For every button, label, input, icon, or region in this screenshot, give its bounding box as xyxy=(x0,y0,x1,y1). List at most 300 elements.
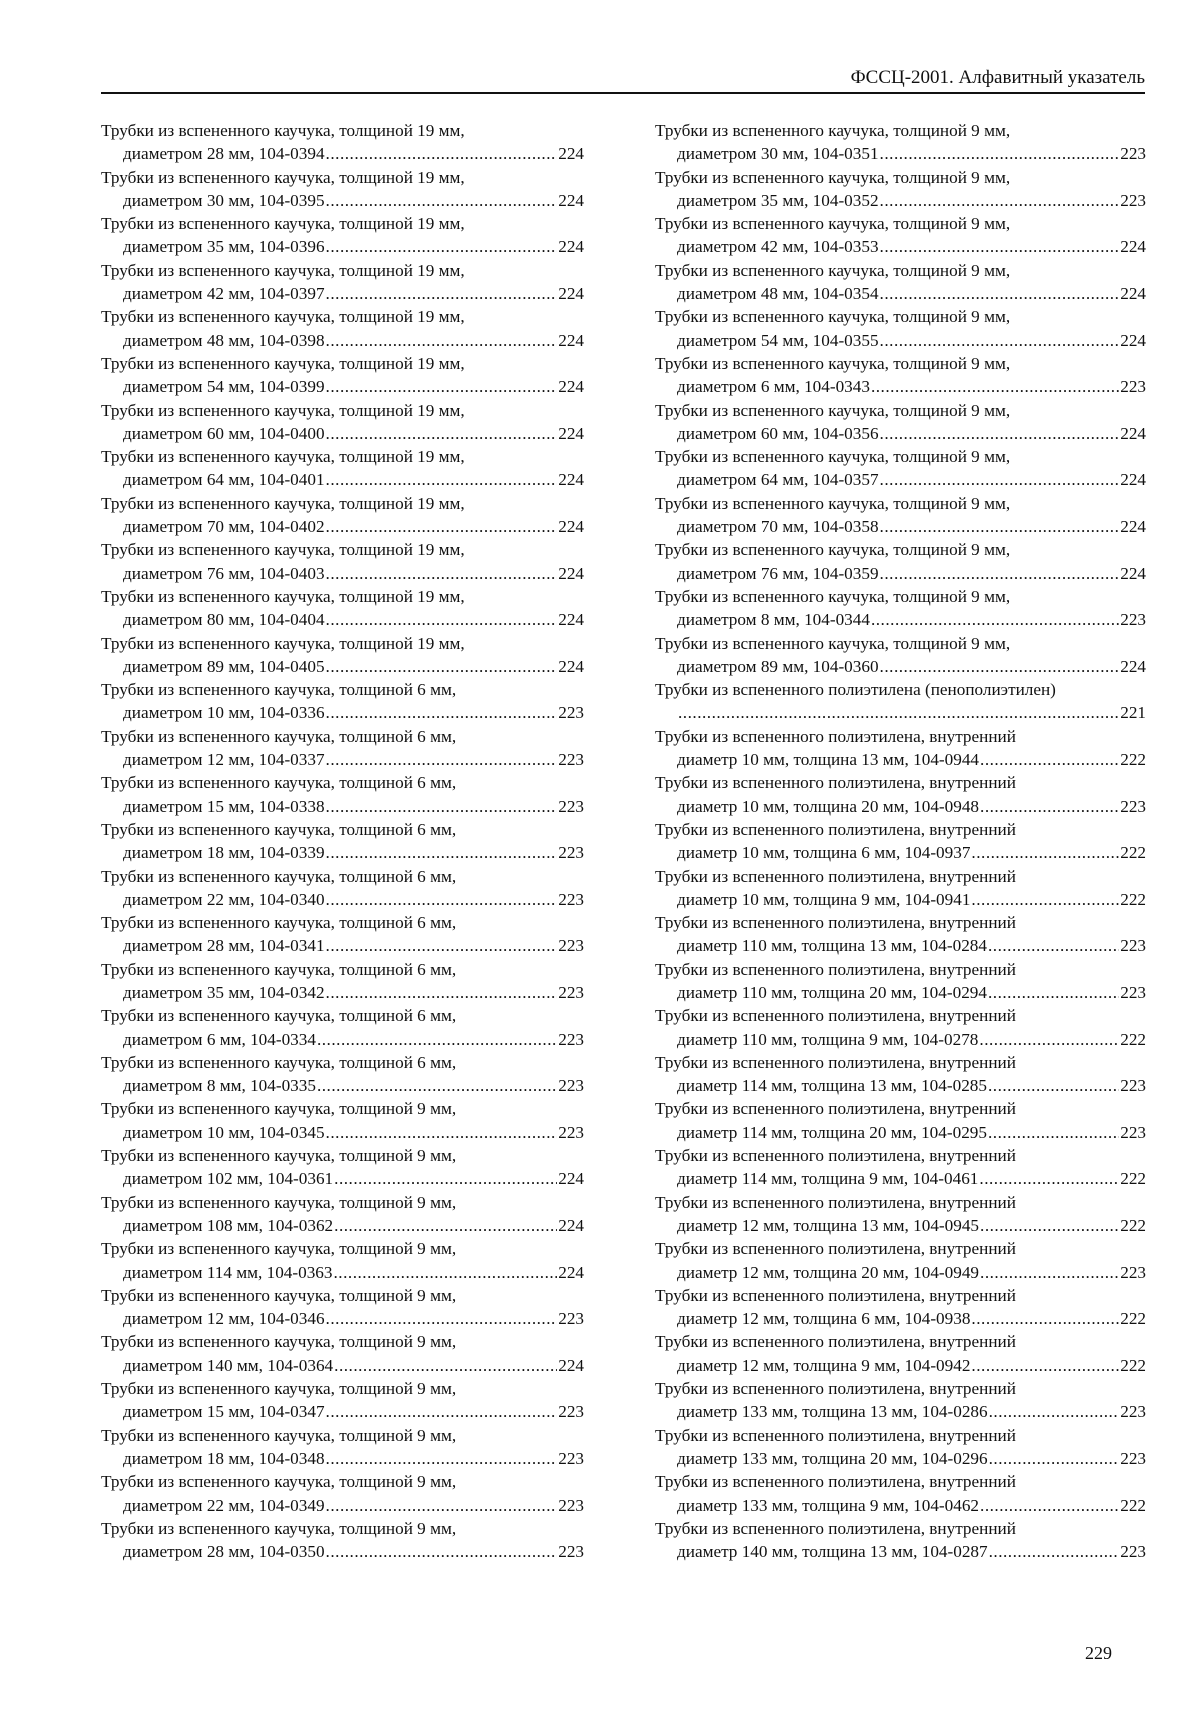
entry-detail-line xyxy=(101,562,584,585)
page-reference: 224 xyxy=(558,330,584,350)
entry-detail-line xyxy=(101,934,584,957)
entry-detail-line xyxy=(101,795,584,818)
dot-leader xyxy=(326,1307,558,1330)
entry-detail: диаметром 35 мм, 104-0342 xyxy=(123,982,325,1002)
dot-leader xyxy=(326,1121,558,1144)
page-reference: 224 xyxy=(558,284,584,304)
page-reference: 224 xyxy=(558,470,584,490)
entry-title: Трубки из вспененного каучука, толщиной 9 мм, xyxy=(655,307,1011,327)
entry-detail: диаметром 60 мм, 104-0356 xyxy=(677,423,879,443)
dot-leader xyxy=(880,562,1120,585)
dot-leader xyxy=(326,468,558,491)
index-entry xyxy=(655,1051,1146,1098)
entry-detail: диаметром 89 мм, 104-0405 xyxy=(123,656,325,676)
entry-title: Трубки из вспененного каучука, толщиной 19 мм, xyxy=(101,447,465,467)
entry-detail-line xyxy=(655,235,1146,258)
entry-detail-line xyxy=(655,189,1146,212)
entry-title: Трубки из вспененного каучука, толщиной 6 мм, xyxy=(101,1006,457,1026)
page-reference: 224 xyxy=(558,656,584,676)
dot-leader xyxy=(326,748,558,771)
dot-leader xyxy=(988,1121,1119,1144)
entry-detail-line xyxy=(101,235,584,258)
dot-leader xyxy=(326,701,558,724)
index-entry xyxy=(101,958,584,1005)
entry-title: Трубки из вспененного каучука, толщиной 9 мм, xyxy=(101,1239,457,1259)
dot-leader xyxy=(326,841,558,864)
entry-title: Трубки из вспененного каучука, толщиной 9 мм, xyxy=(101,1099,457,1119)
entry-detail: диаметром 114 мм, 104-0363 xyxy=(123,1262,333,1282)
page-reference: 224 xyxy=(558,190,584,210)
entry-detail: диаметр 110 мм, толщина 9 мм, 104-0278 xyxy=(677,1029,979,1049)
entry-title: Трубки из вспененного каучука, толщиной 9 мм, xyxy=(101,1425,457,1445)
page-reference: 223 xyxy=(558,982,584,1002)
entry-detail-line xyxy=(101,515,584,538)
index-entry xyxy=(655,585,1146,632)
entry-detail-line xyxy=(655,468,1146,491)
index-entry xyxy=(101,1284,584,1331)
entry-detail-line xyxy=(655,562,1146,585)
entry-detail: диаметром 48 мм, 104-0398 xyxy=(123,330,325,350)
entry-detail: диаметром 6 мм, 104-0343 xyxy=(677,377,870,397)
entry-detail-line xyxy=(655,142,1146,165)
entry-detail: диаметром 42 мм, 104-0353 xyxy=(677,237,879,257)
entry-detail-line xyxy=(101,1028,584,1051)
entry-detail-line xyxy=(655,375,1146,398)
index-entry xyxy=(655,1097,1146,1144)
index-entry xyxy=(655,865,1146,912)
page-reference: 223 xyxy=(1120,1122,1146,1142)
dot-leader xyxy=(880,142,1120,165)
entry-detail: диаметром 89 мм, 104-0360 xyxy=(677,656,879,676)
page-reference: 223 xyxy=(1120,377,1146,397)
entry-title: Трубки из вспененного полиэтилена, внутренний xyxy=(655,1285,1016,1305)
entry-title: Трубки из вспененного каучука, толщиной 6 мм, xyxy=(101,680,457,700)
entry-detail-line xyxy=(655,1354,1146,1377)
entry-detail: диаметр 12 мм, толщина 9 мм, 104-0942 xyxy=(677,1355,971,1375)
entry-detail: диаметр 10 мм, толщина 6 мм, 104-0937 xyxy=(677,843,971,863)
page-reference: 223 xyxy=(558,1122,584,1142)
index-entry xyxy=(101,632,584,679)
entry-title: Трубки из вспененного полиэтилена, внутренний xyxy=(655,1146,1016,1166)
entry-detail: диаметр 140 мм, толщина 13 мм, 104-0287 xyxy=(677,1542,988,1562)
index-entry xyxy=(655,1517,1146,1564)
entry-detail: диаметром 35 мм, 104-0352 xyxy=(677,190,879,210)
entry-detail: диаметр 12 мм, толщина 20 мм, 104-0949 xyxy=(677,1262,980,1282)
entry-title: Трубки из вспененного каучука, толщиной 6 мм, xyxy=(101,866,457,886)
entry-detail-line xyxy=(101,1214,584,1237)
entry-detail-line xyxy=(655,1494,1146,1517)
entry-detail: диаметр 110 мм, толщина 13 мм, 104-0284 xyxy=(677,936,987,956)
entry-detail: диаметром 22 мм, 104-0349 xyxy=(123,1495,325,1515)
dot-leader xyxy=(326,795,558,818)
entry-detail: диаметром 35 мм, 104-0396 xyxy=(123,237,325,257)
entry-detail-line xyxy=(655,1214,1146,1237)
dot-leader xyxy=(326,282,558,305)
dot-leader xyxy=(880,189,1120,212)
entry-detail: диаметр 12 мм, толщина 6 мм, 104-0938 xyxy=(677,1309,971,1329)
entry-title: Трубки из вспененного полиэтилена, внутренний xyxy=(655,1472,1016,1492)
entry-detail: диаметр 10 мм, толщина 20 мм, 104-0948 xyxy=(677,796,980,816)
entry-detail-line xyxy=(655,1307,1146,1330)
entry-title: Трубки из вспененного каучука, толщиной 9 мм, xyxy=(655,121,1011,140)
entry-detail: диаметр 10 мм, толщина 9 мм, 104-0941 xyxy=(677,889,971,909)
dot-leader xyxy=(317,1028,557,1051)
page-reference: 223 xyxy=(1120,190,1146,210)
running-header: ФССЦ-2001. Алфавитный указатель xyxy=(850,67,1145,88)
page-reference: 223 xyxy=(1120,982,1146,1002)
entry-detail-line xyxy=(655,1540,1146,1563)
page-reference: 224 xyxy=(558,1215,584,1235)
entry-detail: диаметр 12 мм, толщина 13 мм, 104-0945 xyxy=(677,1215,980,1235)
entry-title: Трубки из вспененного полиэтилена, внутренний xyxy=(655,913,1016,933)
page-reference: 223 xyxy=(1120,144,1146,164)
dot-leader xyxy=(334,1214,557,1237)
entry-detail-line xyxy=(655,655,1146,678)
index-entry xyxy=(655,632,1146,679)
entry-title: Трубки из вспененного каучука, толщиной 19 мм, xyxy=(101,586,465,606)
entry-title: Трубки из вспененного каучука, толщиной 9 мм, xyxy=(655,260,1011,280)
entry-title: Трубки из вспененного полиэтилена, внутренний xyxy=(655,1192,1016,1212)
entry-title: Трубки из вспененного полиэтилена, внутренний xyxy=(655,1099,1016,1119)
dot-leader xyxy=(334,1354,557,1377)
entry-detail: диаметром 28 мм, 104-0394 xyxy=(123,144,325,164)
index-entry xyxy=(101,352,584,399)
entry-detail-line xyxy=(655,888,1146,911)
entry-detail-line xyxy=(655,422,1146,445)
dot-leader xyxy=(980,1494,1119,1517)
page-reference: 224 xyxy=(1120,237,1146,257)
entry-title: Трубки из вспененного полиэтилена, внутренний xyxy=(655,1518,1016,1538)
index-entry xyxy=(655,212,1146,259)
page-reference: 221 xyxy=(1120,703,1146,723)
index-entry xyxy=(101,818,584,865)
entry-detail: диаметр 114 мм, толщина 13 мм, 104-0285 xyxy=(677,1076,987,1096)
entry-detail: диаметром 42 мм, 104-0397 xyxy=(123,284,325,304)
dot-leader xyxy=(326,1540,558,1563)
entry-detail-line xyxy=(101,282,584,305)
page-reference: 224 xyxy=(1120,330,1146,350)
dot-leader xyxy=(871,375,1119,398)
entry-title: Трубки из вспененного каучука, толщиной 19 мм, xyxy=(101,260,465,280)
entry-detail: диаметром 10 мм, 104-0336 xyxy=(123,703,325,723)
page-reference: 223 xyxy=(558,796,584,816)
entry-detail: диаметром 28 мм, 104-0350 xyxy=(123,1542,325,1562)
dot-leader xyxy=(334,1167,557,1190)
entry-detail-line xyxy=(101,888,584,911)
entry-detail: диаметром 54 мм, 104-0355 xyxy=(677,330,879,350)
entry-detail-line xyxy=(655,515,1146,538)
entry-detail: диаметр 114 мм, толщина 9 мм, 104-0461 xyxy=(677,1169,979,1189)
entry-detail-line xyxy=(655,701,1146,724)
dot-leader xyxy=(880,422,1120,445)
page-reference: 222 xyxy=(1120,1169,1146,1189)
entry-detail-line xyxy=(655,1261,1146,1284)
dot-leader xyxy=(989,1400,1120,1423)
dot-leader xyxy=(980,1214,1119,1237)
page-reference: 222 xyxy=(1120,889,1146,909)
entry-title: Трубки из вспененного каучука, толщиной 9 мм, xyxy=(655,633,1011,653)
dot-leader xyxy=(326,189,558,212)
entry-title: Трубки из вспененного каучука, толщиной 9 мм, xyxy=(655,447,1011,467)
page-reference: 224 xyxy=(558,237,584,257)
entry-detail: диаметром 28 мм, 104-0341 xyxy=(123,936,325,956)
page-reference: 224 xyxy=(558,517,584,537)
index-entry xyxy=(101,1191,584,1238)
page-reference: 222 xyxy=(1120,1029,1146,1049)
entry-detail-line xyxy=(655,608,1146,631)
page-reference: 224 xyxy=(1120,517,1146,537)
entry-detail-line xyxy=(101,748,584,771)
entry-detail-line xyxy=(101,1074,584,1097)
entry-title: Трубки из вспененного полиэтилена, внутренний xyxy=(655,819,1016,839)
dot-leader xyxy=(880,235,1120,258)
entry-detail-line xyxy=(101,1121,584,1144)
dot-leader xyxy=(326,142,558,165)
dot-leader xyxy=(326,934,558,957)
page-reference: 223 xyxy=(558,843,584,863)
page-reference: 222 xyxy=(1120,1215,1146,1235)
index-entry xyxy=(655,771,1146,818)
entry-title: Трубки из вспененного каучука, толщиной 19 мм, xyxy=(101,633,465,653)
entry-detail: диаметром 108 мм, 104-0362 xyxy=(123,1215,334,1235)
entry-detail-line xyxy=(101,468,584,491)
page-reference: 224 xyxy=(558,377,584,397)
entry-detail-line xyxy=(655,1447,1146,1470)
page-reference: 223 xyxy=(558,750,584,770)
entry-detail: диаметром 76 мм, 104-0403 xyxy=(123,563,325,583)
entry-detail-line xyxy=(655,282,1146,305)
entry-title: Трубки из вспененного полиэтилена, внутренний xyxy=(655,866,1016,886)
dot-leader xyxy=(979,1167,1119,1190)
index-entry xyxy=(101,585,584,632)
page-reference: 223 xyxy=(558,1542,584,1562)
entry-title: Трубки из вспененного каучука, толщиной 6 мм, xyxy=(101,959,457,979)
entry-detail-line xyxy=(101,655,584,678)
entry-detail-line xyxy=(101,1494,584,1517)
page-reference: 223 xyxy=(558,1448,584,1468)
entry-title: Трубки из вспененного каучука, толщиной 19 мм, xyxy=(101,540,465,560)
entry-title: Трубки из вспененного каучука, толщиной 19 мм, xyxy=(101,167,465,187)
page-reference: 224 xyxy=(1120,470,1146,490)
index-entry xyxy=(101,911,584,958)
entry-detail-line xyxy=(101,1354,584,1377)
page-reference: 223 xyxy=(558,1029,584,1049)
dot-leader xyxy=(326,608,558,631)
index-column-left xyxy=(101,119,584,1563)
index-entry xyxy=(655,538,1146,585)
entry-title: Трубки из вспененного каучука, толщиной 9 мм, xyxy=(101,1192,457,1212)
entry-detail-line xyxy=(655,1400,1146,1423)
index-entry xyxy=(101,1004,584,1051)
entry-detail-line xyxy=(655,1167,1146,1190)
index-entry xyxy=(655,1191,1146,1238)
index-entry xyxy=(101,1470,584,1517)
dot-leader xyxy=(880,468,1120,491)
index-entry xyxy=(101,1517,584,1564)
index-entry xyxy=(655,305,1146,352)
index-entry xyxy=(655,445,1146,492)
index-entry xyxy=(655,958,1146,1005)
entry-title: Трубки из вспененного каучука, толщиной 6 мм, xyxy=(101,1052,457,1072)
entry-detail-line xyxy=(655,981,1146,1004)
entry-title: Трубки из вспененного полиэтилена, внутренний xyxy=(655,773,1016,793)
page-reference: 223 xyxy=(558,1402,584,1422)
page-reference: 223 xyxy=(558,703,584,723)
entry-title: Трубки из вспененного полиэтилена, внутренний xyxy=(655,726,1016,746)
page-reference: 224 xyxy=(558,423,584,443)
entry-detail: диаметр 110 мм, толщина 20 мм, 104-0294 xyxy=(677,982,987,1002)
dot-leader xyxy=(880,515,1120,538)
entry-detail-line xyxy=(101,1400,584,1423)
entry-detail: диаметром 22 мм, 104-0340 xyxy=(123,889,325,909)
index-entry xyxy=(101,678,584,725)
index-entry xyxy=(101,771,584,818)
index-entry xyxy=(655,1377,1146,1424)
entry-title: Трубки из вспененного каучука, толщиной 6 мм, xyxy=(101,819,457,839)
dot-leader xyxy=(326,888,558,911)
index-entry xyxy=(655,1330,1146,1377)
entry-detail-line xyxy=(101,1540,584,1563)
entry-title: Трубки из вспененного каучука, толщиной 9 мм, xyxy=(655,493,1011,513)
entry-title: Трубки из вспененного полиэтилена, внутренний xyxy=(655,1006,1016,1026)
page-reference: 223 xyxy=(1120,1262,1146,1282)
page-reference: 224 xyxy=(558,610,584,630)
entry-detail: диаметром 15 мм, 104-0338 xyxy=(123,796,325,816)
entry-detail: диаметром 48 мм, 104-0354 xyxy=(677,284,879,304)
page-reference: 224 xyxy=(1120,423,1146,443)
entry-detail: диаметр 133 мм, толщина 13 мм, 104-0286 xyxy=(677,1402,988,1422)
entry-title: Трубки из вспененного каучука, толщиной 19 мм, xyxy=(101,353,465,373)
entry-detail: диаметром 12 мм, 104-0337 xyxy=(123,750,325,770)
index-column-right xyxy=(655,119,1146,1563)
page-reference: 224 xyxy=(558,1169,584,1189)
dot-leader xyxy=(871,608,1119,631)
index-entry xyxy=(655,678,1146,725)
dot-leader xyxy=(880,329,1120,352)
dot-leader xyxy=(980,1261,1119,1284)
dot-leader xyxy=(326,655,558,678)
index-entry xyxy=(655,492,1146,539)
entry-detail-line xyxy=(101,1447,584,1470)
entry-title: Трубки из вспененного каучука, толщиной 6 мм, xyxy=(101,726,457,746)
page-reference: 224 xyxy=(558,563,584,583)
dot-leader xyxy=(326,1494,558,1517)
page-reference: 223 xyxy=(558,1076,584,1096)
page-number: 229 xyxy=(1085,1643,1112,1663)
index-entry xyxy=(101,119,584,166)
index-entry xyxy=(101,259,584,306)
dot-leader xyxy=(989,1447,1120,1470)
entry-detail-line xyxy=(655,329,1146,352)
entry-detail-line xyxy=(655,1121,1146,1144)
entry-detail-line xyxy=(101,981,584,1004)
page-reference: 224 xyxy=(1120,656,1146,676)
header-rule xyxy=(101,92,1145,94)
page-reference: 223 xyxy=(1120,796,1146,816)
index-entry xyxy=(101,1377,584,1424)
entry-title: Трубки из вспененного полиэтилена, внутренний xyxy=(655,1239,1016,1259)
entry-title: Трубки из вспененного каучука, толщиной 9 мм, xyxy=(101,1472,457,1492)
dot-leader xyxy=(979,1028,1119,1051)
dot-leader xyxy=(971,888,1119,911)
index-entry xyxy=(655,119,1146,166)
entry-detail-line xyxy=(655,841,1146,864)
entry-title: Трубки из вспененного полиэтилена, внутренний xyxy=(655,959,1016,979)
index-entry xyxy=(655,399,1146,446)
entry-detail: диаметром 8 мм, 104-0335 xyxy=(123,1076,316,1096)
index-entry xyxy=(101,492,584,539)
dot-leader xyxy=(326,562,558,585)
entry-detail-line xyxy=(101,608,584,631)
entry-title: Трубки из вспененного каучука, толщиной 19 мм, xyxy=(101,121,465,140)
dot-leader xyxy=(988,981,1119,1004)
entry-detail: диаметром 140 мм, 104-0364 xyxy=(123,1355,334,1375)
index-entry xyxy=(655,911,1146,958)
entry-detail-line xyxy=(101,1307,584,1330)
entry-title: Трубки из вспененного полиэтилена, внутренний xyxy=(655,1052,1016,1072)
dot-leader xyxy=(326,515,558,538)
entry-detail-line xyxy=(655,748,1146,771)
index-entry xyxy=(101,1424,584,1471)
page-reference: 223 xyxy=(558,936,584,956)
index-entry xyxy=(655,818,1146,865)
index-entry xyxy=(655,166,1146,213)
dot-leader xyxy=(989,1540,1120,1563)
page-reference: 224 xyxy=(558,1262,584,1282)
entry-detail-line xyxy=(655,1028,1146,1051)
entry-detail-line xyxy=(101,1167,584,1190)
entry-title: Трубки из вспененного каучука, толщиной 19 мм, xyxy=(101,400,465,420)
entry-detail: диаметром 54 мм, 104-0399 xyxy=(123,377,325,397)
entry-detail: диаметром 30 мм, 104-0395 xyxy=(123,190,325,210)
page-reference: 222 xyxy=(1120,750,1146,770)
index-entry xyxy=(101,1144,584,1191)
page-reference: 222 xyxy=(1120,843,1146,863)
index-entry xyxy=(101,166,584,213)
entry-detail: диаметром 18 мм, 104-0339 xyxy=(123,843,325,863)
entry-detail: диаметром 6 мм, 104-0334 xyxy=(123,1029,316,1049)
entry-title: Трубки из вспененного каучука, толщиной 9 мм, xyxy=(655,353,1011,373)
page-reference: 224 xyxy=(1120,284,1146,304)
entry-detail-line xyxy=(655,795,1146,818)
entry-detail: диаметр 10 мм, толщина 13 мм, 104-0944 xyxy=(677,750,980,770)
entry-title: Трубки из вспененного каучука, толщиной 9 мм, xyxy=(655,214,1011,234)
entry-detail: диаметром 60 мм, 104-0400 xyxy=(123,423,325,443)
entry-detail: диаметр 133 мм, толщина 9 мм, 104-0462 xyxy=(677,1495,980,1515)
entry-detail: диаметром 15 мм, 104-0347 xyxy=(123,1402,325,1422)
index-entry xyxy=(655,1144,1146,1191)
index-entry xyxy=(101,305,584,352)
index-entry xyxy=(655,1237,1146,1284)
dot-leader xyxy=(326,422,558,445)
index-entry xyxy=(101,1330,584,1377)
index-entry xyxy=(655,352,1146,399)
entry-detail-line xyxy=(101,189,584,212)
entry-title: Трубки из вспененного полиэтилена (пенополиэтилен) xyxy=(655,680,1056,700)
entry-detail: диаметром 30 мм, 104-0351 xyxy=(677,144,879,164)
dot-leader xyxy=(980,748,1119,771)
entry-detail-line xyxy=(101,329,584,352)
index-entry xyxy=(655,259,1146,306)
entry-title: Трубки из вспененного полиэтилена, внутренний xyxy=(655,1332,1016,1352)
entry-detail: диаметром 70 мм, 104-0358 xyxy=(677,517,879,537)
entry-title: Трубки из вспененного каучука, толщиной 19 мм, xyxy=(101,214,465,234)
dot-leader xyxy=(880,282,1120,305)
page-reference: 223 xyxy=(1120,1076,1146,1096)
dot-leader xyxy=(971,1354,1119,1377)
entry-title: Трубки из вспененного каучука, толщиной 9 мм, xyxy=(101,1146,457,1166)
page-reference: 224 xyxy=(1120,563,1146,583)
